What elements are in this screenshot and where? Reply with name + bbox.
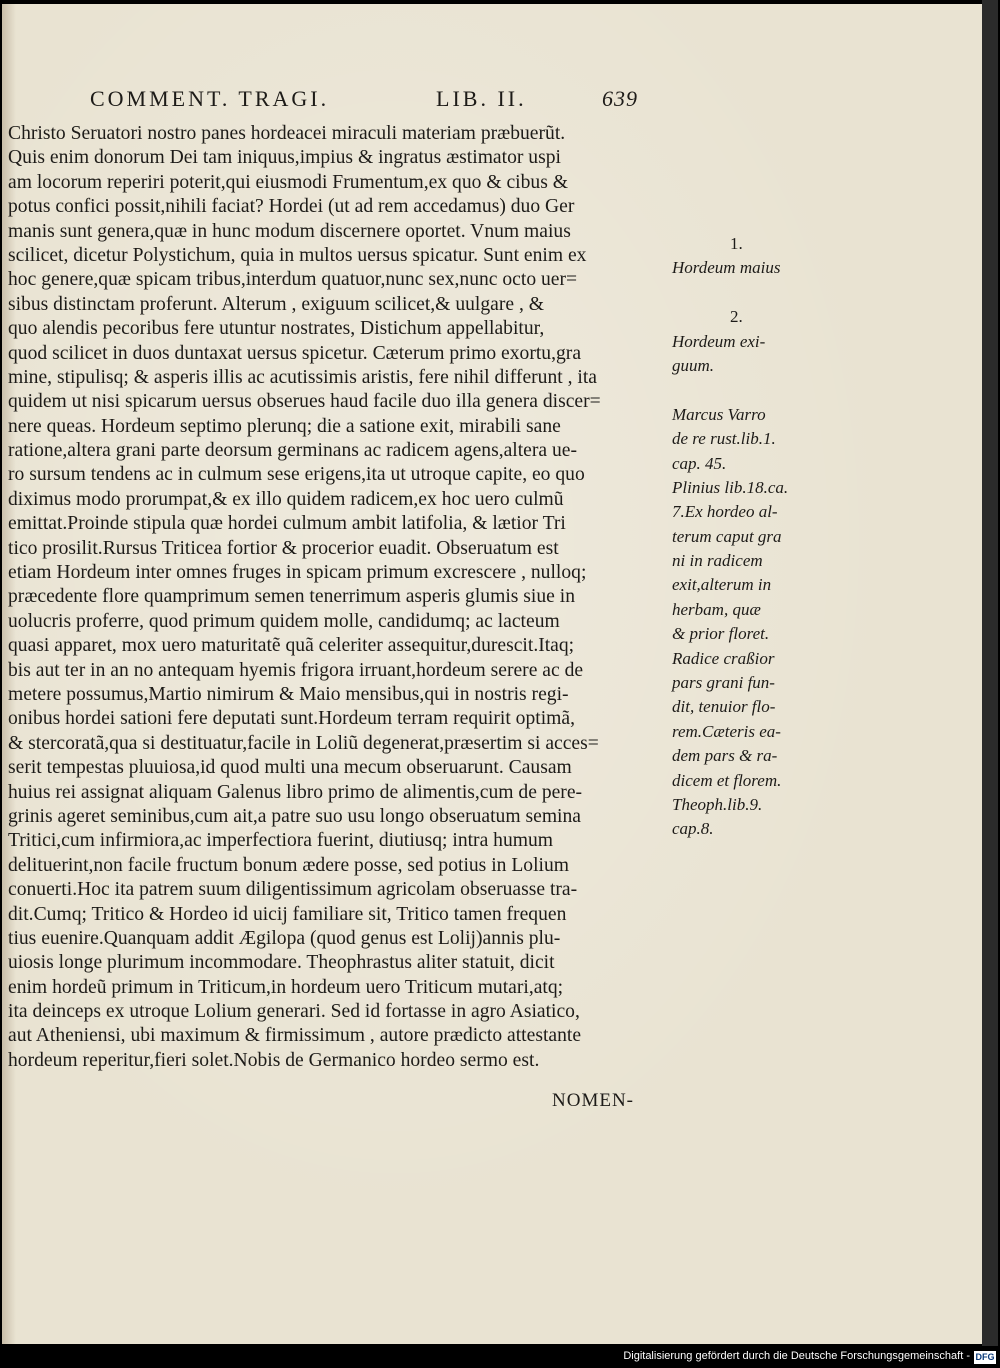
margin-note: [672, 378, 812, 402]
text-line: etiam Hordeum inter omnes fruges in spicam primum excrescere , nulloq;: [8, 562, 587, 584]
main-text-block: [8, 122, 674, 1073]
margin-note: rem.Cæteris ea-: [672, 721, 781, 741]
funding-credit: Digitalisierung gefördert durch die Deutsche Forschungsgemeinschaft -: [623, 1350, 970, 1362]
margin-note: Plinius lib.18.ca.: [672, 477, 789, 497]
text-line: aut Atheniensi, ubi maximum & firmissimum , autore prædicto attestante: [8, 1025, 582, 1047]
text-line: Christo Seruatori nostro panes hordeacei miraculi materiam præbuerũt.: [8, 123, 566, 144]
text-line: scilicet, dicetur Polystichum, quia in multos uersus spicatur. Sunt enim ex: [8, 244, 587, 266]
text-line: uiosis longe plurimum incommodare. Theophrastus aliter statuit, dicit: [8, 952, 555, 974]
text-line: Tritici,cum infirmiora,ac imperfectiora fuerint, diutiusq; intra humum: [8, 830, 554, 852]
text-line: tico prosilit.Rursus Triticea fortior & procerior euadit. Obseruatum est: [8, 537, 559, 559]
text-line: metere possumus,Martio nimirum & Maio mensibus,qui in nostris regi-: [8, 683, 569, 705]
text-line: ro sursum tendens ac in culmum sese erigens,ita ut utroque capite, eo quo: [8, 464, 585, 486]
text-line: manis sunt genera,quæ in hunc modum discernere oportet. Vnum maius: [8, 220, 571, 242]
text-line: & stercoratã,qua si destituatur,facile in Loliũ degenerat,præsertim si acces=: [8, 732, 599, 754]
margin-note: dem pars & ra-: [672, 746, 778, 766]
margin-note: Marcus Varro: [672, 404, 766, 424]
margin-note: 7.Ex hordeo al-: [672, 502, 778, 522]
text-line: nere queas. Hordeum septimo plerunq; die a satione exit, mirabili sane: [8, 415, 561, 437]
text-line: diximus modo prorumpat,& ex illo quidem radicem,ex hoc uero culmũ: [8, 488, 564, 510]
text-line: bis aut ter in an no antequam hyemis frigora irruant,hordeum serere ac de: [8, 659, 584, 681]
margin-note: dit, tenuior flo-: [672, 697, 776, 717]
text-line: hoc genere,quæ spicam tribus,interdum quatuor,nunc sex,nunc octo uer=: [8, 269, 578, 291]
text-line: dit.Cumq; Tritico & Hordeo id uicij familiare sit, Tritico tamen frequen: [8, 903, 567, 925]
margin-note: cap.8.: [672, 819, 714, 839]
text-line: hordeum reperitur,fieri solet.Nobis de Germanico hordeo sermo est.: [8, 1049, 540, 1071]
text-line: potus confici possit,nihili faciat? Hordei (ut ad rem accedamus) duo Ger: [8, 196, 575, 218]
text-line: huius rei assignat aliquam Galenus libro primo de alimentis,cum de pere-: [8, 781, 583, 803]
page-edge-shadow: [982, 0, 998, 1346]
header-book: LIB. II.: [436, 86, 527, 111]
text-line: grinis ageret seminibus,cum ait,a patre suo usu longo obseruatum semina: [8, 805, 581, 827]
text-line: serit tempestas pluuiosa,id quod multi una mecum obseruarunt. Causam: [8, 757, 572, 779]
text-line: mine, stipulisq; & asperis illis ac acutissimis aristis, fere nihil differunt , ita: [8, 366, 597, 388]
margin-note: terum caput gra: [672, 526, 782, 546]
margin-number: 2.: [730, 307, 743, 327]
margin-note: Hordeum maius: [672, 258, 781, 278]
text-line: Quis enim donorum Dei tam iniquus,impius & ingratus æstimator uspi: [8, 147, 561, 169]
text-line: emittat.Proinde stipula quæ hordei culmum ambit latifolia, & lætior Tri: [8, 513, 566, 535]
margin-note: dicem et florem.: [672, 770, 782, 790]
margin-note: Hordeum exi-: [672, 331, 766, 351]
text-line: sibus distinctam proferunt. Alterum , exiguum scilicet,& uulgare , &: [8, 293, 545, 315]
margin-notes: [672, 232, 812, 842]
text-line: ita deinceps ex utroque Lolium generari. Sed id fortasse in agro Asiatico,: [8, 1001, 580, 1023]
margin-note: Radice craßior: [672, 648, 775, 668]
text-line: quasi apparet, mox uero maturitatẽ quã celeriter assequitur,durescit.Itaq;: [8, 635, 575, 657]
margin-note: cap. 45.: [672, 453, 727, 473]
text-line: am locorum reperiri poterit,qui eiusmodi Frumentum,ex quo & cibus &: [8, 171, 568, 193]
margin-note: ni in radicem: [672, 551, 763, 571]
book-page: [2, 4, 984, 1344]
text-line: onibus hordei sationi fere deputati sunt.Hordeum terram requirit optimã,: [8, 708, 575, 730]
margin-note: exit,alterum in: [672, 575, 772, 595]
margin-number: 1.: [730, 234, 743, 253]
text-line: præcedente flore quamprimum semen tenerrimum asperis glumis siue in: [8, 586, 575, 608]
margin-note: guum.: [672, 355, 715, 375]
margin-note: herbam, quæ: [672, 599, 761, 619]
text-line: conuerti.Hoc ita patrem suum diligentissimum agricolam obseruasse tra-: [8, 879, 578, 901]
text-line: tius euenire.Quanquam addit Ægilopa (quod genus est Lolij)annis plu-: [8, 927, 561, 949]
text-line: quod scilicet in duos duntaxat uersus spicetur. Cæterum primo exortu,gra: [8, 342, 582, 364]
dfg-logo-icon: DFG: [975, 1352, 995, 1362]
header-title: COMMENT. TRAGI.: [90, 86, 330, 111]
running-header: [90, 86, 670, 116]
catchword: NOMEN-: [552, 1090, 634, 1111]
text-line: uolucris proferre, quod primum quidem molle, candidumq; ac lacteum: [8, 610, 560, 632]
page-number: 639: [602, 86, 638, 111]
footer-bar: [0, 1348, 1000, 1368]
margin-note: Theoph.lib.9.: [672, 794, 763, 814]
margin-note: & prior floret.: [672, 624, 770, 644]
margin-note: de re rust.lib.1.: [672, 429, 776, 449]
margin-note: [672, 281, 812, 305]
text-line: quo alendis pecoribus fere utuntur nostrates, Distichum appellabitur,: [8, 318, 545, 340]
text-line: ratione,altera grani parte deorsum germinans ac radicem agens,altera ue-: [8, 440, 578, 462]
text-line: delituerint,non facile fructum bonum ædere posse, sed potius in Lolium: [8, 854, 570, 876]
text-line: quidem ut nisi spicarum uersus obserues haud facile duo illa genera discer=: [8, 391, 601, 413]
margin-note: pars grani fun-: [672, 673, 775, 693]
text-line: enim hordeũ primum in Triticum,in hordeum uero Triticum mutari,atq;: [8, 976, 564, 998]
